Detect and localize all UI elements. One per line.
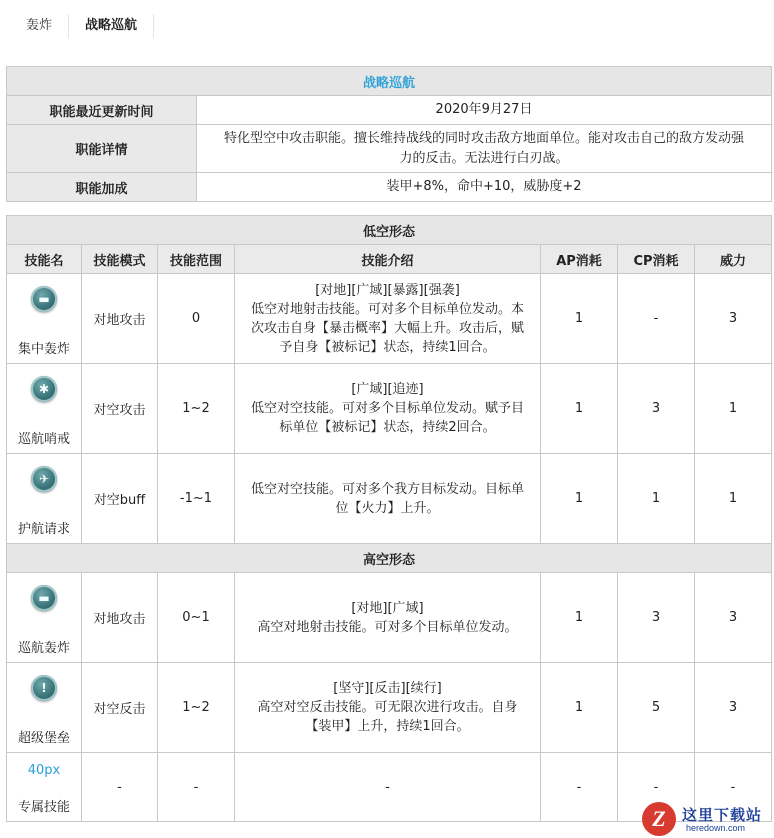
skill-name: 超级堡垒 (17, 731, 70, 746)
skill-cp: - (618, 274, 695, 364)
watermark-url: heredown.com (686, 823, 746, 833)
skill-range: - (158, 753, 235, 822)
skill-mode: - (82, 753, 158, 822)
tab-strategic-cruise[interactable]: 战略巡航 (69, 14, 154, 38)
skill-name-cell (7, 663, 82, 753)
skill-power: 1 (695, 364, 772, 454)
skill-name-cell (7, 573, 82, 663)
table-row (7, 274, 772, 364)
skill-desc-line: [对地][广域] (351, 600, 424, 616)
skill-desc-line: 高空对空反击技能。可无限次进行攻击。自身 (257, 700, 518, 715)
skill-mode: 对空攻击 (82, 364, 158, 454)
skill-ap: 1 (541, 364, 618, 454)
skill-desc-line: 【装甲】上升，持续1回合。 (305, 719, 470, 734)
skill-desc: - (235, 753, 541, 822)
skill-cp: 3 (618, 364, 695, 454)
skills-table (6, 215, 772, 822)
skill-cp: - (618, 753, 695, 822)
skill-desc (235, 274, 541, 364)
skill-desc (235, 573, 541, 663)
skill-power: - (695, 753, 772, 822)
skill-power: 3 (695, 573, 772, 663)
skill-desc-line: 低空对空技能。可对多个目标单位发动。赋予目 (250, 401, 524, 416)
bomb-icon[interactable]: ▬ (31, 585, 57, 611)
low-altitude-header: 低空形态 (7, 216, 772, 245)
high-altitude-header: 高空形态 (7, 544, 772, 573)
skill-name-cell (7, 274, 82, 364)
skill-desc-line: 低空对空技能。可对多个我方目标发动。目标单 (250, 481, 524, 497)
skill-name: 护航请求 (17, 522, 70, 537)
col-cp-cost: CP消耗 (618, 245, 695, 274)
table-row (7, 573, 772, 663)
skill-range: 1~2 (158, 663, 235, 753)
skill-desc-line: 标单位【被标记】状态，持续2回合。 (279, 420, 496, 435)
radar-icon[interactable]: ✱ (31, 376, 57, 402)
tab-bar (6, 14, 154, 40)
site-watermark (642, 802, 772, 836)
role-detail-line: 特化型空中攻击职能。擅长维持战线的同时攻击敌方地面单位。能对攻击自己的敌方发动强 (224, 130, 745, 146)
skill-desc-line: 予自身【被标记】状态，持续1回合。 (279, 339, 496, 355)
skill-name-cell (7, 753, 82, 822)
bomb-icon[interactable]: ▬ (31, 286, 57, 312)
skill-ap: - (541, 753, 618, 822)
skill-desc (235, 454, 541, 544)
update-time-value: 2020年9月27日 (197, 96, 772, 125)
table-row (7, 364, 772, 454)
col-skill-name: 技能名 (7, 245, 82, 274)
skill-name: 集中轰炸 (17, 342, 70, 357)
role-detail-line: 力的反击。无法进行白刃战。 (399, 150, 569, 166)
skill-mode: 对空反击 (82, 663, 158, 753)
skill-power: 3 (695, 274, 772, 364)
role-bonus-label: 职能加成 (7, 173, 197, 202)
update-time-label: 职能最近更新时间 (7, 96, 197, 125)
role-title: 战略巡航 (7, 67, 772, 96)
skill-ap: 1 (541, 663, 618, 753)
skill-range: 1~2 (158, 364, 235, 454)
skill-desc-line: [对地][广域][暴露][强袭] (315, 282, 460, 298)
watermark-title: 这里下载站 (682, 806, 763, 824)
skill-mode: 对地攻击 (82, 274, 158, 364)
skill-power: 1 (695, 454, 772, 544)
role-info-table (6, 66, 772, 202)
skill-desc-line: [坚守][反击][续行] (333, 681, 442, 696)
alert-icon[interactable]: ! (31, 675, 57, 701)
skill-desc-line: 低空对地射击技能。可对多个目标单位发动。本 (250, 301, 524, 317)
watermark-logo: Z (642, 802, 676, 836)
skill-desc-line: 次攻击自身【暴击概率】大幅上升。攻击后，赋 (250, 320, 524, 336)
col-ap-cost: AP消耗 (541, 245, 618, 274)
skill-name: 巡航哨戒 (17, 432, 70, 447)
skill-mode: 对空buff (82, 454, 158, 544)
skill-desc (235, 364, 541, 454)
skill-name: 专属技能 (17, 800, 70, 815)
skill-name: 巡航轰炸 (17, 641, 70, 656)
role-bonus-value: 装甲+8%，命中+10，威胁度+2 (197, 173, 772, 202)
skill-desc (235, 663, 541, 753)
skill-desc-line: 位【火力】上升。 (335, 500, 440, 516)
skill-range: 0~1 (158, 573, 235, 663)
tab-bombing[interactable]: 轰炸 (6, 14, 69, 38)
col-skill-range: 技能范围 (158, 245, 235, 274)
col-power: 威力 (695, 245, 772, 274)
exclusive-skill-image-link[interactable]: 40px (27, 763, 61, 778)
skill-name-cell (7, 454, 82, 544)
role-detail-value (197, 125, 772, 173)
skill-cp: 1 (618, 454, 695, 544)
skill-cp: 3 (618, 573, 695, 663)
skill-name-cell (7, 364, 82, 454)
skill-desc-line: 高空对地射击技能。可对多个目标单位发动。 (257, 619, 518, 635)
role-detail-label: 职能详情 (7, 125, 197, 173)
table-row (7, 663, 772, 753)
skill-desc-line: [广域][追迹] (351, 382, 424, 397)
skill-ap: 1 (541, 573, 618, 663)
table-row (7, 454, 772, 544)
skill-range: -1~1 (158, 454, 235, 544)
skill-power: 3 (695, 663, 772, 753)
skill-mode: 对地攻击 (82, 573, 158, 663)
skill-cp: 5 (618, 663, 695, 753)
skill-ap: 1 (541, 274, 618, 364)
plane-icon[interactable]: ✈ (31, 466, 57, 492)
skill-ap: 1 (541, 454, 618, 544)
col-skill-mode: 技能模式 (82, 245, 158, 274)
col-skill-desc: 技能介绍 (235, 245, 541, 274)
skill-range: 0 (158, 274, 235, 364)
